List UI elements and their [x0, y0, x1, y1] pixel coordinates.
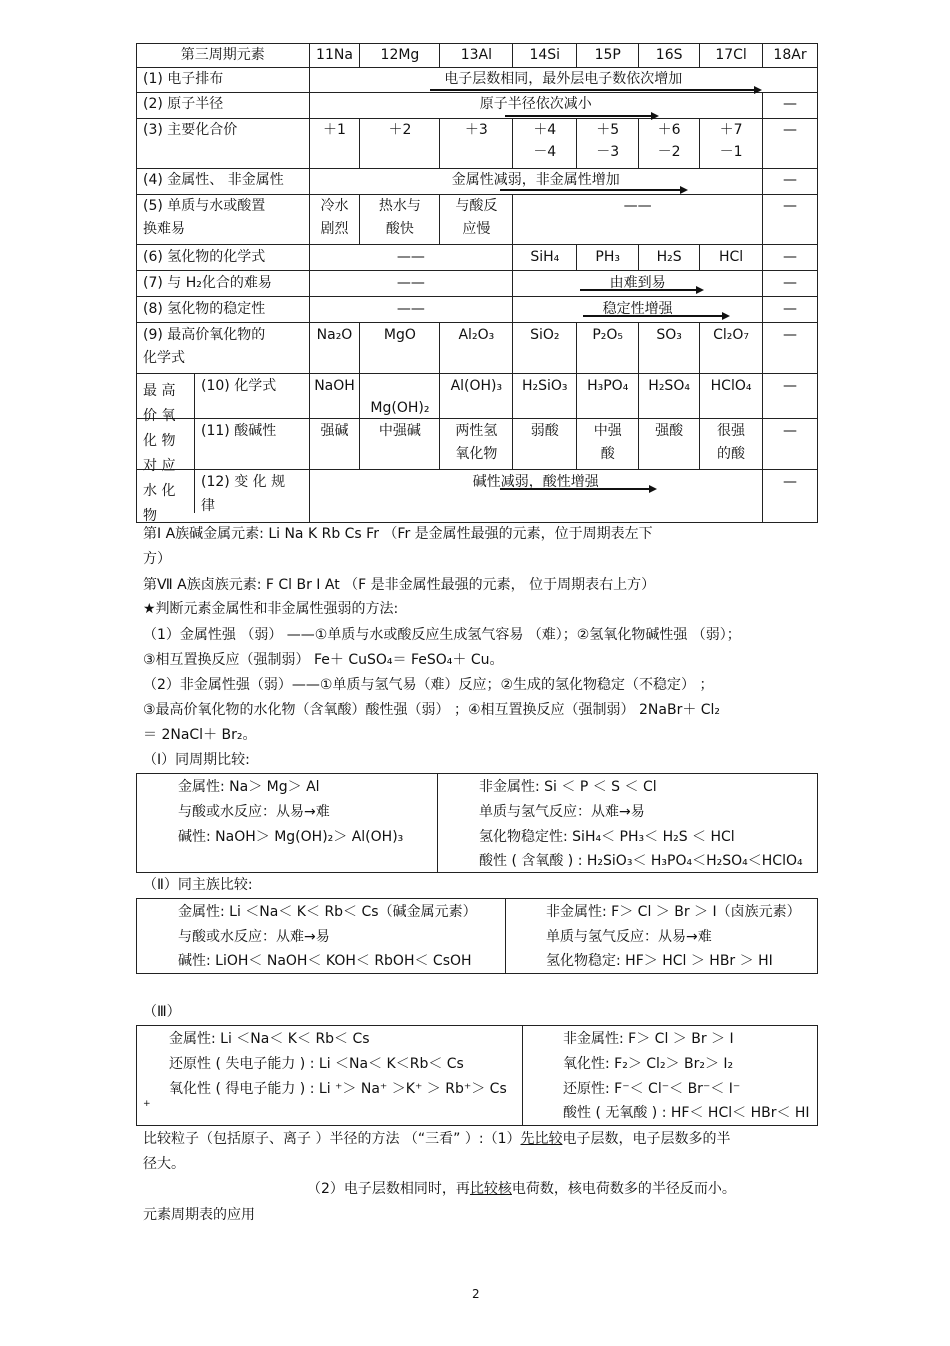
period3-table	[136, 43, 818, 523]
row5-label-b: 换难易	[143, 221, 185, 237]
box3-right-1: 非金属性: F＞ Cl ＞ Br ＞ I	[563, 1031, 734, 1047]
row2-ar: —	[763, 93, 818, 119]
arrow-stability	[583, 315, 728, 317]
r11-al-b: 氧化物	[455, 446, 498, 462]
r6-dash: ——	[309, 245, 513, 271]
el-s: 16S	[639, 44, 700, 68]
r7-dash: ——	[309, 271, 513, 297]
arrow-electrons	[430, 89, 760, 91]
r10-mg: Mg(OH)₂	[360, 374, 440, 419]
box1-left-1: 金属性: Na＞ Mg＞ Al	[178, 779, 320, 795]
r9-mg: MgO	[360, 323, 440, 374]
el-na: 11Na	[309, 44, 360, 68]
val-p: ＋5	[596, 122, 620, 138]
r9-na: Na₂O	[309, 323, 360, 374]
radius-method-2b: 电荷数，核电荷数多的半径反而小。	[511, 1181, 736, 1197]
r6-cl: HCl	[700, 245, 763, 271]
r11-s: 强酸	[655, 423, 684, 439]
box3-left-1: 金属性: Li ＜Na＜ K＜ Rb＜ Cs	[169, 1031, 370, 1047]
box3-divider	[522, 1026, 523, 1125]
r12-ar: —	[763, 470, 818, 523]
arrow-radius	[505, 115, 657, 117]
r8-text: 稳定性增强	[513, 297, 763, 323]
r10-p: H₃PO₄	[577, 374, 639, 419]
text-alkali-cont: 方）	[143, 551, 171, 567]
r6-ar: —	[763, 245, 818, 271]
box2-right-1: 非金属性: F＞ Cl ＞ Br ＞ I（卤族元素）	[546, 904, 801, 920]
row7-label: (7) 与 H₂化合的难易	[137, 271, 310, 297]
row1-label: (1) 电子排布	[137, 68, 310, 93]
radius-method-u: 先比较	[520, 1131, 563, 1147]
section-iii: （Ⅲ）	[143, 1004, 181, 1020]
box1-right-4: 酸性 ( 含氧酸 ) : H₂SiO₃＜ H₃PO₄＜H₂SO₄＜HClO₄	[479, 853, 803, 869]
r11-si: 弱酸	[530, 423, 559, 439]
r6-si: SiH₄	[513, 245, 577, 271]
r11-p-a: 中强	[593, 423, 622, 439]
text-method-2: （2）非金属性强（弱）——①单质与氢气易（难）反应；②生成的氢化物稳定（不稳定） ；	[143, 677, 714, 693]
row4-ar: —	[763, 169, 818, 195]
r10-si: H₂SiO₃	[513, 374, 577, 419]
r8-dash: ——	[309, 297, 513, 323]
side-label-3: 化 物	[143, 433, 176, 449]
radius-method-cont: 径大。	[143, 1156, 185, 1172]
row2-label: (2) 原子半径	[137, 93, 310, 119]
text-alkali: 第Ⅰ A族碱金属元素: Li Na K Rb Cs Fr （Fr 是金属性最强的元素，位于周期表左下	[143, 526, 653, 542]
r10-na: NaOH	[309, 374, 360, 419]
compare-ions-box	[136, 1025, 818, 1126]
row4-text: 金属性减弱，非金属性增加	[309, 169, 763, 195]
side-label-6: 物	[143, 508, 157, 524]
text-method-title: ★判断元素金属性和非金属性强弱的方法:	[143, 601, 399, 617]
el-mg: 12Mg	[360, 44, 440, 68]
radius-method-b: 电子层数，电子层数多的半	[562, 1131, 731, 1147]
val-al: ＋3	[440, 119, 513, 169]
r9-ar: —	[763, 323, 818, 374]
r5-rest: ——	[513, 195, 763, 245]
box2-right-2: 单质与氢气反应：从易→难	[546, 929, 712, 945]
arrow-h2	[580, 289, 702, 291]
r7-ar: —	[763, 271, 818, 297]
section-application: 元素周期表的应用	[143, 1207, 255, 1223]
row3-label: (3) 主要化合价	[137, 119, 310, 169]
row11-label: (11) 酸碱性	[201, 423, 277, 439]
r9-cl: Cl₂O₇	[700, 323, 763, 374]
box1-right-1: 非金属性: Si ＜ P ＜ S ＜ Cl	[479, 779, 657, 795]
val-na: ＋1	[309, 119, 360, 169]
val-si-neg: －4	[533, 144, 557, 160]
box3-left-4: +	[143, 1099, 151, 1109]
row10-label: (10) 化学式	[201, 378, 277, 394]
r10-s: H₂SO₄	[639, 374, 700, 419]
row12-label-a: (12) 变 化 规	[201, 474, 286, 490]
row2-text: 原子半径依次减小	[309, 93, 763, 119]
r11-mg: 中强碱	[378, 423, 421, 439]
box2-right-3: 氢化物稳定: HF＞ HCl ＞ HBr ＞ HI	[546, 953, 773, 969]
section-same-period: （Ⅰ）同周期比较:	[143, 752, 250, 768]
val-s-neg: －2	[657, 144, 681, 160]
r5-al-b: 应慢	[462, 221, 491, 237]
box1-right-3: 氢化物稳定性: SiH₄＜ PH₃＜ H₂S ＜ HCl	[479, 829, 735, 845]
r11-cl-b: 的酸	[717, 446, 746, 462]
el-p: 15P	[577, 44, 639, 68]
text-method-2c: ＝ 2NaCl＋ Br₂。	[143, 727, 257, 743]
box3-right-2: 氧化性: F₂＞ Cl₂＞ Br₂＞ I₂	[563, 1056, 734, 1072]
r11-al-a: 两性氢	[455, 423, 498, 439]
r8-ar: —	[763, 297, 818, 323]
r11-p-b: 酸	[600, 446, 615, 462]
row1-text: 电子层数相同，最外层电子数依次增加	[309, 68, 817, 93]
radius-method-2a: （2）电子层数相同时，再	[307, 1181, 470, 1197]
r6-p: PH₃	[577, 245, 639, 271]
r9-al: Al₂O₃	[440, 323, 513, 374]
el-si: 14Si	[513, 44, 577, 68]
val-cl-neg: －1	[719, 144, 743, 160]
row5-label-a: (5) 单质与水或酸置	[143, 198, 266, 214]
val-p-neg: －3	[596, 144, 620, 160]
r11-cl-a: 很强	[717, 423, 746, 439]
radius-method-2u: 比较核	[469, 1181, 512, 1197]
r10-ar: —	[763, 374, 818, 419]
r5-al-a: 与酸反	[455, 198, 498, 214]
header-label: 第三周期元素	[137, 44, 310, 68]
box3-right-3: 还原性: F⁻＜ Cl⁻＜ Br⁻＜ I⁻	[563, 1081, 741, 1097]
box2-left-1: 金属性: Li ＜Na＜ K＜ Rb＜ Cs（碱金属元素）	[178, 904, 477, 920]
section-same-group: （Ⅱ）同主族比较:	[143, 877, 253, 893]
val-mg: ＋2	[360, 119, 440, 169]
r5-na-b: 剧烈	[320, 221, 349, 237]
el-cl: 17Cl	[700, 44, 763, 68]
box1-left-2: 与酸或水反应：从易→难	[178, 804, 330, 820]
arrow-acidity	[500, 488, 655, 490]
compare-group-box	[136, 898, 818, 974]
r9-s: SO₃	[639, 323, 700, 374]
r5-mg-a: 热水与	[378, 198, 421, 214]
text-method-2b: ③最高价氧化物的水化物（含氧酸）酸性强（弱） ；④相互置换反应（强制弱） 2NaBr＋ Cl₂	[143, 702, 721, 718]
box2-left-3: 碱性: LiOH＜ NaOH＜ KOH＜ RbOH＜ CsOH	[178, 953, 472, 969]
row12-label-b: 律	[201, 498, 215, 514]
el-al: 13Al	[440, 44, 513, 68]
text-method-1b: ③相互置换反应（强制弱） Fe＋ CuSO₄＝ FeSO₄＋ Cu。	[143, 652, 504, 668]
box3-left-3: 氧化性 ( 得电子能力 ) : Li ⁺＞ Na⁺ ＞K⁺ ＞ Rb⁺＞ Cs	[169, 1081, 507, 1097]
text-halogen: 第Ⅶ A族卤族元素: F Cl Br I At （F 是非金属性最强的元素， 位于周期表右上方）	[143, 577, 656, 593]
box3-right-4: 酸性 ( 无氧酸 ) : HF＜ HCl＜ HBr＜ HI	[563, 1105, 810, 1121]
r5-mg-b: 酸快	[385, 221, 414, 237]
side-label-4: 对 应	[143, 458, 176, 474]
text-method-1: （1）金属性强 （弱） ——①单质与水或酸反应生成氢气容易 （难）；②氢氧化物碱性强 （弱）；	[143, 627, 741, 643]
val-si: ＋4	[533, 122, 557, 138]
side-label-1: 最 高	[143, 383, 176, 399]
r11-ar: —	[783, 423, 797, 439]
side-label-5: 水 化	[143, 483, 176, 499]
arrow-metallic	[500, 189, 686, 191]
box2-divider	[505, 899, 506, 973]
box2-left-2: 与酸或水反应：从难→易	[178, 929, 330, 945]
box1-right-2: 单质与氢气反应：从难→易	[479, 804, 645, 820]
compare-period-box	[136, 773, 818, 873]
r7-text: 由难到易	[513, 271, 763, 297]
r10-al: Al(OH)₃	[440, 374, 513, 419]
r11-na: 强碱	[320, 423, 349, 439]
val-s: ＋6	[657, 122, 681, 138]
radius-method	[143, 1132, 730, 1146]
row9-label-b: 化学式	[143, 350, 185, 366]
box3-left-2: 还原性 ( 失电子能力 ) : Li ＜Na＜ K＜Rb＜ Cs	[169, 1056, 464, 1072]
r9-si: SiO₂	[513, 323, 577, 374]
radius-method-2	[307, 1182, 736, 1196]
r12-text: 碱性减弱，酸性增强	[309, 470, 763, 523]
box1-left-3: 碱性: NaOH＞ Mg(OH)₂＞ Al(OH)₃	[178, 829, 404, 845]
side-label-2: 价 氧	[143, 408, 176, 424]
radius-method-a: 比较粒子（包括原子、离子 ）半径的方法 （“三看” ）:（1）	[143, 1131, 521, 1147]
row10-divider	[194, 418, 310, 419]
r6-s: H₂S	[639, 245, 700, 271]
el-ar: 18Ar	[763, 44, 818, 68]
r9-p: P₂O₅	[577, 323, 639, 374]
page-number: 2	[472, 1287, 480, 1301]
row4-label: (4) 金属性、 非金属性	[137, 169, 310, 195]
row6-label: (6) 氢化物的化学式	[137, 245, 310, 271]
row11-divider	[194, 469, 310, 470]
r5-ar: —	[763, 195, 818, 245]
val-cl: ＋7	[719, 122, 743, 138]
row8-label: (8) 氢化物的稳定性	[137, 297, 310, 323]
box1-divider	[437, 774, 438, 872]
r10-cl: HClO₄	[700, 374, 763, 419]
val-ar: —	[763, 119, 818, 169]
r5-na-a: 冷水	[320, 198, 349, 214]
row9-label-a: (9) 最高价氧化物的	[143, 327, 266, 343]
